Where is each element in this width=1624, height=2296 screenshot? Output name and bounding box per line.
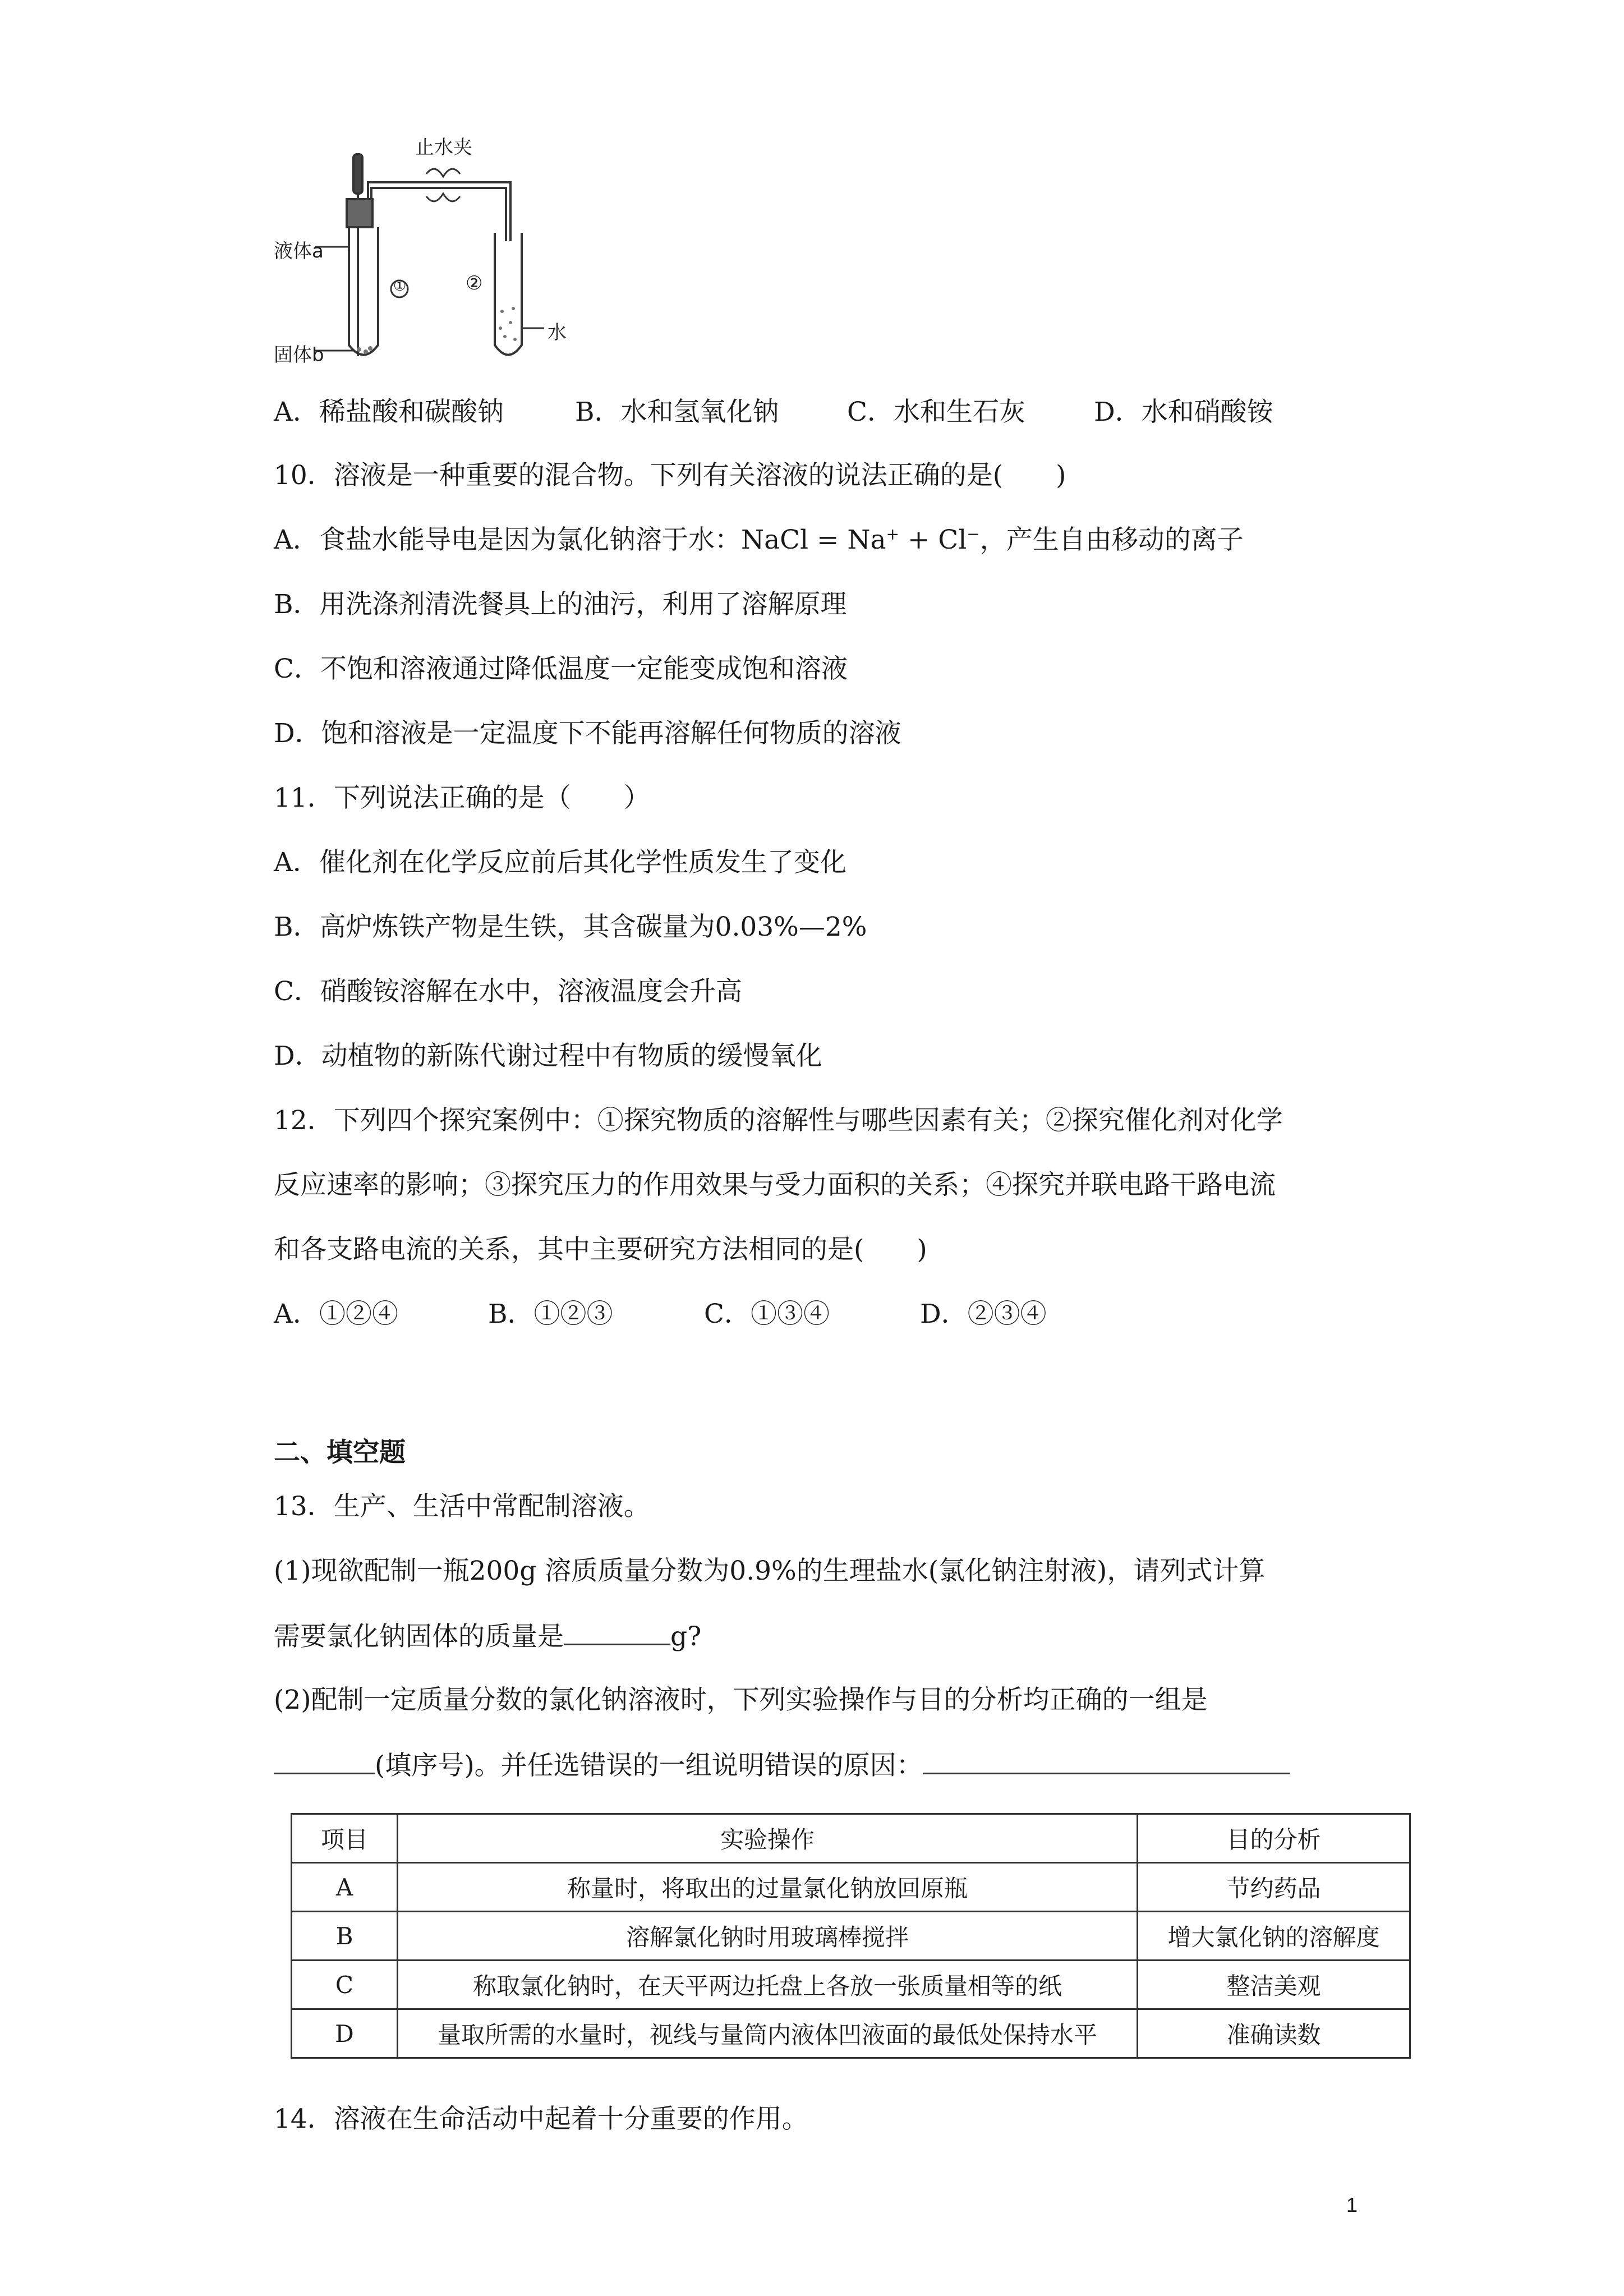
q12-option-a: A．①②④ <box>274 1299 398 1329</box>
q13-part2-line-1: (2)配制一定质量分数的氯化钠溶液时，下列实验操作与目的分析均正确的一组是 <box>274 1685 1208 1715</box>
q10-option-a: A．食盐水能导电是因为氯化钠溶于水：NaCl = Na+ + Cl−，产生自由移动的离子 <box>274 524 1244 555</box>
cell-purpose: 节约药品 <box>1138 1863 1410 1912</box>
apparatus-figure <box>274 136 589 367</box>
clamp-label: 止水夹 <box>415 136 472 159</box>
answer-blank-mass[interactable] <box>564 1619 670 1645</box>
q11-option-b: B．高炉炼铁产物是生铁，其含碳量为0.03%—2% <box>274 912 867 942</box>
q12-line-3: 和各支路电流的关系，其中主要研究方法相同的是( ) <box>274 1234 927 1265</box>
tube1-label: ① <box>393 278 407 295</box>
cell-purpose: 准确读数 <box>1138 2009 1410 2058</box>
q12-line-1: 12．下列四个探究案例中：①探究物质的溶解性与哪些因素有关；②探究催化剂对化学 <box>274 1105 1283 1136</box>
cell-item: A <box>292 1863 398 1912</box>
q12-option-d: D．②③④ <box>920 1299 1047 1329</box>
q13-part1-line-1: (1)现欲配制一瓶200g 溶质质量分数为0.9%的生理盐水(氯化钠注射液)，请列式计算 <box>274 1556 1266 1586</box>
cell-item: D <box>292 2009 398 2058</box>
q11-option-c: C．硝酸铵溶解在水中，溶液温度会升高 <box>274 976 742 1007</box>
table-row <box>292 1961 1410 2009</box>
experiment-table <box>291 1813 1411 2059</box>
q12-option-b: B．①②③ <box>488 1299 613 1329</box>
q10-stem: 10．溶液是一种重要的混合物。下列有关溶液的说法正确的是( ) <box>274 460 1066 491</box>
cell-item: B <box>292 1912 398 1961</box>
tube2-label: ② <box>466 272 483 295</box>
answer-blank-reason[interactable] <box>923 1748 1290 1774</box>
q9-option-d: D．水和硝酸铵 <box>1094 397 1273 427</box>
answer-blank-choice[interactable] <box>274 1748 375 1774</box>
q11-stem: 11．下列说法正确的是（ ） <box>274 783 650 813</box>
q13-part2-line-2: (填序号)。并任选错误的一组说明错误的原因： <box>274 1748 1290 1783</box>
q10-option-b: B．用洗涤剂清洗餐具上的油污，利用了溶解原理 <box>274 589 847 620</box>
header-operation: 实验操作 <box>398 1814 1138 1863</box>
header-item: 项目 <box>292 1814 398 1863</box>
table-row <box>292 1912 1410 1961</box>
solid-label: 固体b <box>274 344 324 366</box>
water-label: 水 <box>548 321 567 344</box>
page-number: 1 <box>1346 2193 1358 2216</box>
q9-option-a: A．稀盐酸和碳酸钠 <box>274 397 504 427</box>
q9-option-b: B．水和氢氧化钠 <box>575 397 779 427</box>
q13-stem: 13．生产、生活中常配制溶液。 <box>274 1491 650 1522</box>
q9-option-c: C．水和生石灰 <box>847 397 1025 427</box>
cell-item: C <box>292 1961 398 2009</box>
table-row <box>292 2009 1410 2058</box>
q10-option-d: D．饱和溶液是一定温度下不能再溶解任何物质的溶液 <box>274 718 901 749</box>
q10-option-c: C．不饱和溶液通过降低温度一定能变成饱和溶液 <box>274 654 848 684</box>
q11-option-d: D．动植物的新陈代谢过程中有物质的缓慢氧化 <box>274 1041 822 1071</box>
table-header-row <box>292 1814 1410 1863</box>
cell-operation: 称取氯化钠时，在天平两边托盘上各放一张质量相等的纸 <box>398 1961 1138 2009</box>
cell-operation: 量取所需的水量时，视线与量筒内液体凹液面的最低处保持水平 <box>398 2009 1138 2058</box>
q11-option-a: A．催化剂在化学反应前后其化学性质发生了变化 <box>274 847 846 878</box>
table-row <box>292 1863 1410 1912</box>
cell-operation: 称量时，将取出的过量氯化钠放回原瓶 <box>398 1863 1138 1912</box>
q12-line-2: 反应速率的影响；③探究压力的作用效果与受力面积的关系；④探究并联电路干路电流 <box>274 1170 1276 1200</box>
section-title: 二、填空题 <box>274 1437 406 1468</box>
q12-option-c: C．①③④ <box>704 1299 830 1329</box>
q14-stem: 14．溶液在生命活动中起着十分重要的作用。 <box>274 2104 808 2134</box>
q13-part1-line-2: 需要氯化钠固体的质量是 g? <box>274 1619 701 1654</box>
liquid-label: 液体a <box>274 240 324 263</box>
cell-purpose: 整洁美观 <box>1138 1961 1410 2009</box>
header-purpose: 目的分析 <box>1138 1814 1410 1863</box>
cell-purpose: 增大氯化钠的溶解度 <box>1138 1912 1410 1961</box>
cell-operation: 溶解氯化钠时用玻璃棒搅拌 <box>398 1912 1138 1961</box>
